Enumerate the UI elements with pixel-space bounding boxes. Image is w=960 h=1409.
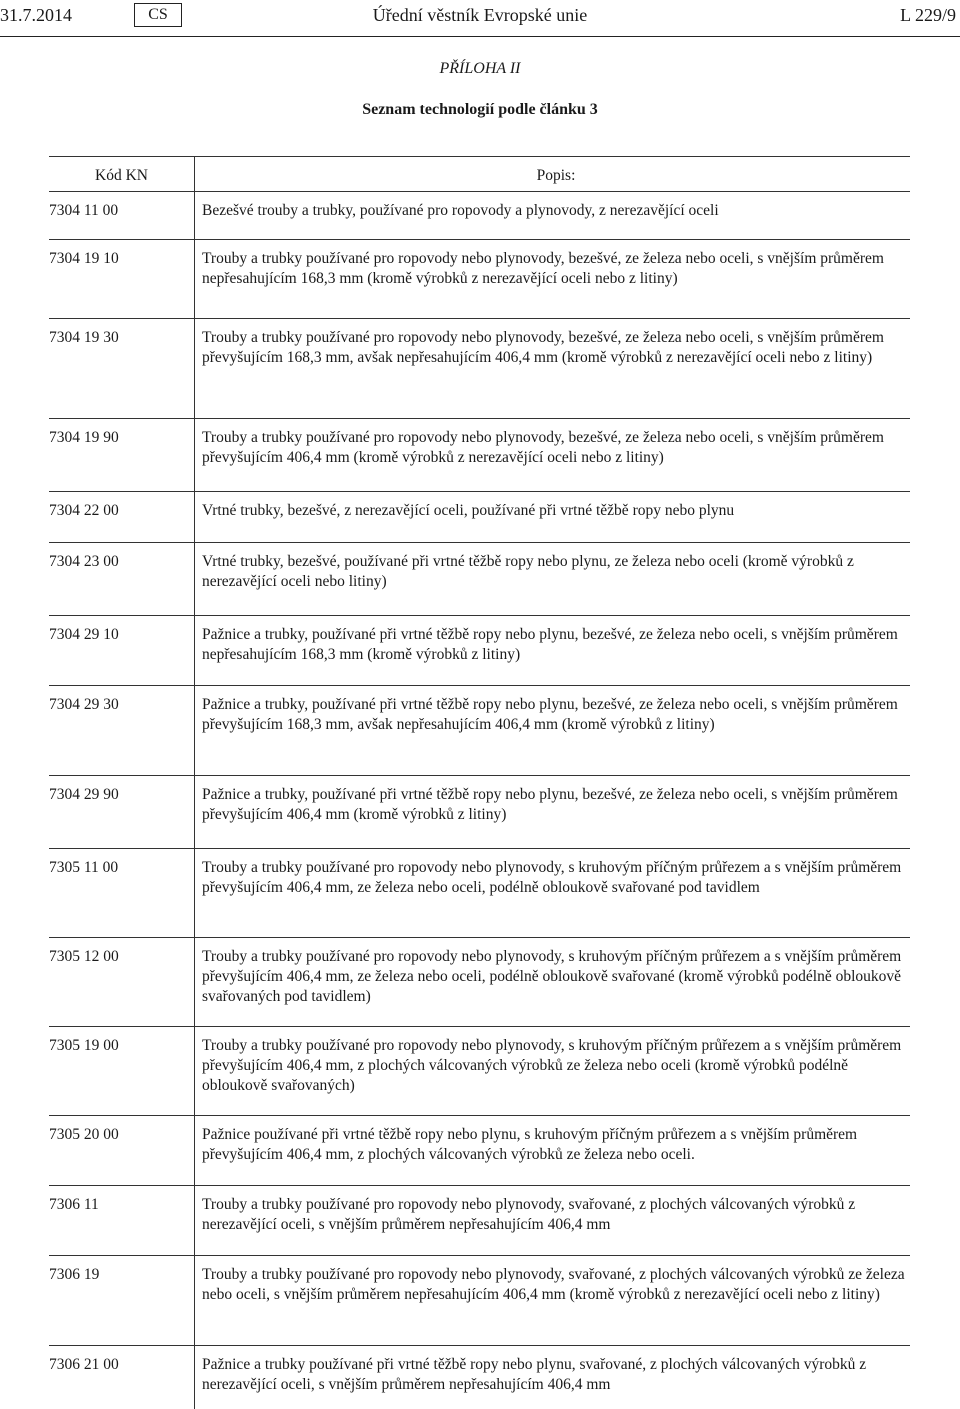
cn-code: 7305 20 00 bbox=[49, 1126, 119, 1143]
cn-code: 7304 19 90 bbox=[49, 429, 119, 446]
cn-code: 7305 12 00 bbox=[49, 948, 119, 965]
table-row bbox=[49, 1116, 910, 1186]
table-row bbox=[49, 319, 910, 419]
column-divider bbox=[194, 319, 195, 418]
cn-code: 7305 19 00 bbox=[49, 1037, 119, 1054]
table-row bbox=[49, 1256, 910, 1346]
description: Trouby a trubky používané pro ropovody nebo plynovody, s kruhovým příčným průřezem a s vnějším průměrem převyšujícím 406,4 mm, z plochých válcovaných výrobků ze železa nebo oceli (kromě výrobků podélně obloukově svařovaných) bbox=[202, 1037, 902, 1094]
cn-code: 7304 29 90 bbox=[49, 786, 119, 803]
publication-date: 31.7.2014 bbox=[0, 5, 72, 25]
document-title: Seznam technologií podle článku 3 bbox=[362, 101, 598, 118]
language-badge: CS bbox=[134, 3, 182, 27]
table-row bbox=[49, 1027, 910, 1116]
table-body bbox=[49, 192, 910, 1409]
column-divider bbox=[194, 1186, 195, 1255]
cn-code: 7306 11 bbox=[49, 1196, 99, 1213]
description: Pažnice a trubky, používané při vrtné těžbě ropy nebo plynu, bezešvé, ze železa nebo oceli, s vnějším průměrem převyšujícím 168,3 mm, avšak nepřesahujícím 406,4 mm (kromě výrobků z litiny) bbox=[202, 696, 898, 733]
cn-code: 7304 22 00 bbox=[49, 502, 119, 519]
description: Pažnice a trubky, používané při vrtné těžbě ropy nebo plynu, bezešvé, ze železa nebo oceli, s vnějším průměrem nepřesahujícím 168,3 mm (kromě výrobků z litiny) bbox=[202, 626, 898, 663]
cn-code: 7305 11 00 bbox=[49, 859, 119, 876]
cn-code: 7304 29 10 bbox=[49, 626, 119, 643]
column-divider bbox=[194, 938, 195, 1026]
column-divider bbox=[194, 157, 195, 191]
table-row bbox=[49, 616, 910, 686]
table-row bbox=[49, 192, 910, 240]
column-divider bbox=[194, 1116, 195, 1185]
table-row bbox=[49, 686, 910, 776]
table-row bbox=[49, 1346, 910, 1409]
description: Trouby a trubky používané pro ropovody nebo plynovody, bezešvé, ze železa nebo oceli, s vnějším průměrem nepřesahujícím 168,3 mm (kromě výrobků z nerezavějící oceli nebo z litiny) bbox=[202, 250, 884, 287]
column-divider bbox=[194, 492, 195, 542]
column-divider bbox=[194, 849, 195, 937]
cn-code: 7304 23 00 bbox=[49, 553, 119, 570]
description: Bezešvé trouby a trubky, používané pro ropovody a plynovody, z nerezavějící oceli bbox=[202, 202, 719, 219]
column-divider bbox=[194, 1346, 195, 1409]
column-divider bbox=[194, 776, 195, 848]
table-row bbox=[49, 240, 910, 319]
description: Trouby a trubky používané pro ropovody nebo plynovody, s kruhovým příčným průřezem a s vnějším průměrem převyšujícím 406,4 mm, ze železa nebo oceli, podélně obloukově svařované (kromě výrobků podélně obloukově svařovaných pod tavidlem) bbox=[202, 948, 902, 1005]
annex-label: PŘÍLOHA II bbox=[439, 60, 521, 77]
column-divider bbox=[194, 1027, 195, 1115]
cn-code: 7304 19 10 bbox=[49, 250, 119, 267]
column-header-description: Popis: bbox=[536, 167, 576, 184]
description: Vrtné trubky, bezešvé, z nerezavějící oceli, používané při vrtné těžbě ropy nebo plynu bbox=[202, 502, 735, 519]
page-reference: L 229/9 bbox=[900, 5, 956, 25]
page-header bbox=[0, 0, 960, 37]
description: Trouby a trubky používané pro ropovody nebo plynovody, svařované, z plochých válcovaných výrobků ze železa nebo oceli, s vnějším průměrem nepřesahujícím 406,4 mm (kromě výrobků z nerezavějící oceli nebo z litiny) bbox=[202, 1266, 905, 1303]
cn-code: 7304 19 30 bbox=[49, 329, 119, 346]
description: Vrtné trubky, bezešvé, používané při vrtné těžbě ropy nebo plynu, ze železa nebo oceli (kromě výrobků z nerezavějící oceli nebo litiny) bbox=[202, 553, 854, 590]
cn-code: 7304 29 30 bbox=[49, 696, 119, 713]
description: Pažnice používané při vrtné těžbě ropy nebo plynu, s kruhovým příčným průřezem a s vnějším průměrem převyšujícím 406,4 mm, z plochých válcovaných výrobků ze železa nebo oceli. bbox=[202, 1126, 858, 1163]
technology-table bbox=[49, 156, 910, 1409]
column-divider bbox=[194, 543, 195, 615]
column-divider bbox=[194, 686, 195, 775]
journal-title: Úřední věstník Evropské unie bbox=[372, 5, 588, 25]
table-row bbox=[49, 492, 910, 543]
table-row bbox=[49, 776, 910, 849]
column-divider bbox=[194, 1256, 195, 1345]
cn-code: 7306 19 bbox=[49, 1266, 100, 1283]
table-header-row bbox=[49, 156, 910, 192]
column-divider bbox=[194, 616, 195, 685]
column-divider bbox=[194, 419, 195, 491]
description: Trouby a trubky používané pro ropovody nebo plynovody, s kruhovým příčným průřezem a s vnějším průměrem převyšujícím 406,4 mm, ze železa nebo oceli, podélně obloukově svařované pod tavidlem bbox=[202, 859, 902, 896]
description: Pažnice a trubky, používané při vrtné těžbě ropy nebo plynu, bezešvé, ze železa nebo oceli, s vnějším průměrem převyšujícím 406,4 mm (kromě výrobků z litiny) bbox=[202, 786, 898, 823]
column-divider bbox=[194, 240, 195, 318]
description: Pažnice a trubky používané při vrtné těžbě ropy nebo plynu, svařované, z plochých válcovaných výrobků z nerezavějící oceli, s vnějším průměrem nepřesahujícím 406,4 mm bbox=[202, 1356, 867, 1393]
description: Trouby a trubky používané pro ropovody nebo plynovody, bezešvé, ze železa nebo oceli, s vnějším průměrem převyšujícím 406,4 mm (kromě výrobků z nerezavějící oceli nebo z litiny) bbox=[202, 429, 884, 466]
table-row bbox=[49, 543, 910, 616]
cn-code: 7306 21 00 bbox=[49, 1356, 119, 1373]
table-row bbox=[49, 938, 910, 1027]
column-divider bbox=[194, 192, 195, 239]
table-row bbox=[49, 849, 910, 938]
description: Trouby a trubky používané pro ropovody nebo plynovody, svařované, z plochých válcovaných výrobků z nerezavějící oceli, s vnějším průměrem nepřesahujícím 406,4 mm bbox=[202, 1196, 856, 1233]
description: Trouby a trubky používané pro ropovody nebo plynovody, bezešvé, ze železa nebo oceli, s vnějším průměrem převyšujícím 168,3 mm, avšak nepřesahujícím 406,4 mm (kromě výrobků z nerezavějící oceli nebo z litiny) bbox=[202, 329, 884, 366]
cn-code: 7304 11 00 bbox=[49, 202, 119, 219]
table-row bbox=[49, 1186, 910, 1256]
table-row bbox=[49, 419, 910, 492]
column-header-code: Kód KN bbox=[95, 167, 148, 184]
